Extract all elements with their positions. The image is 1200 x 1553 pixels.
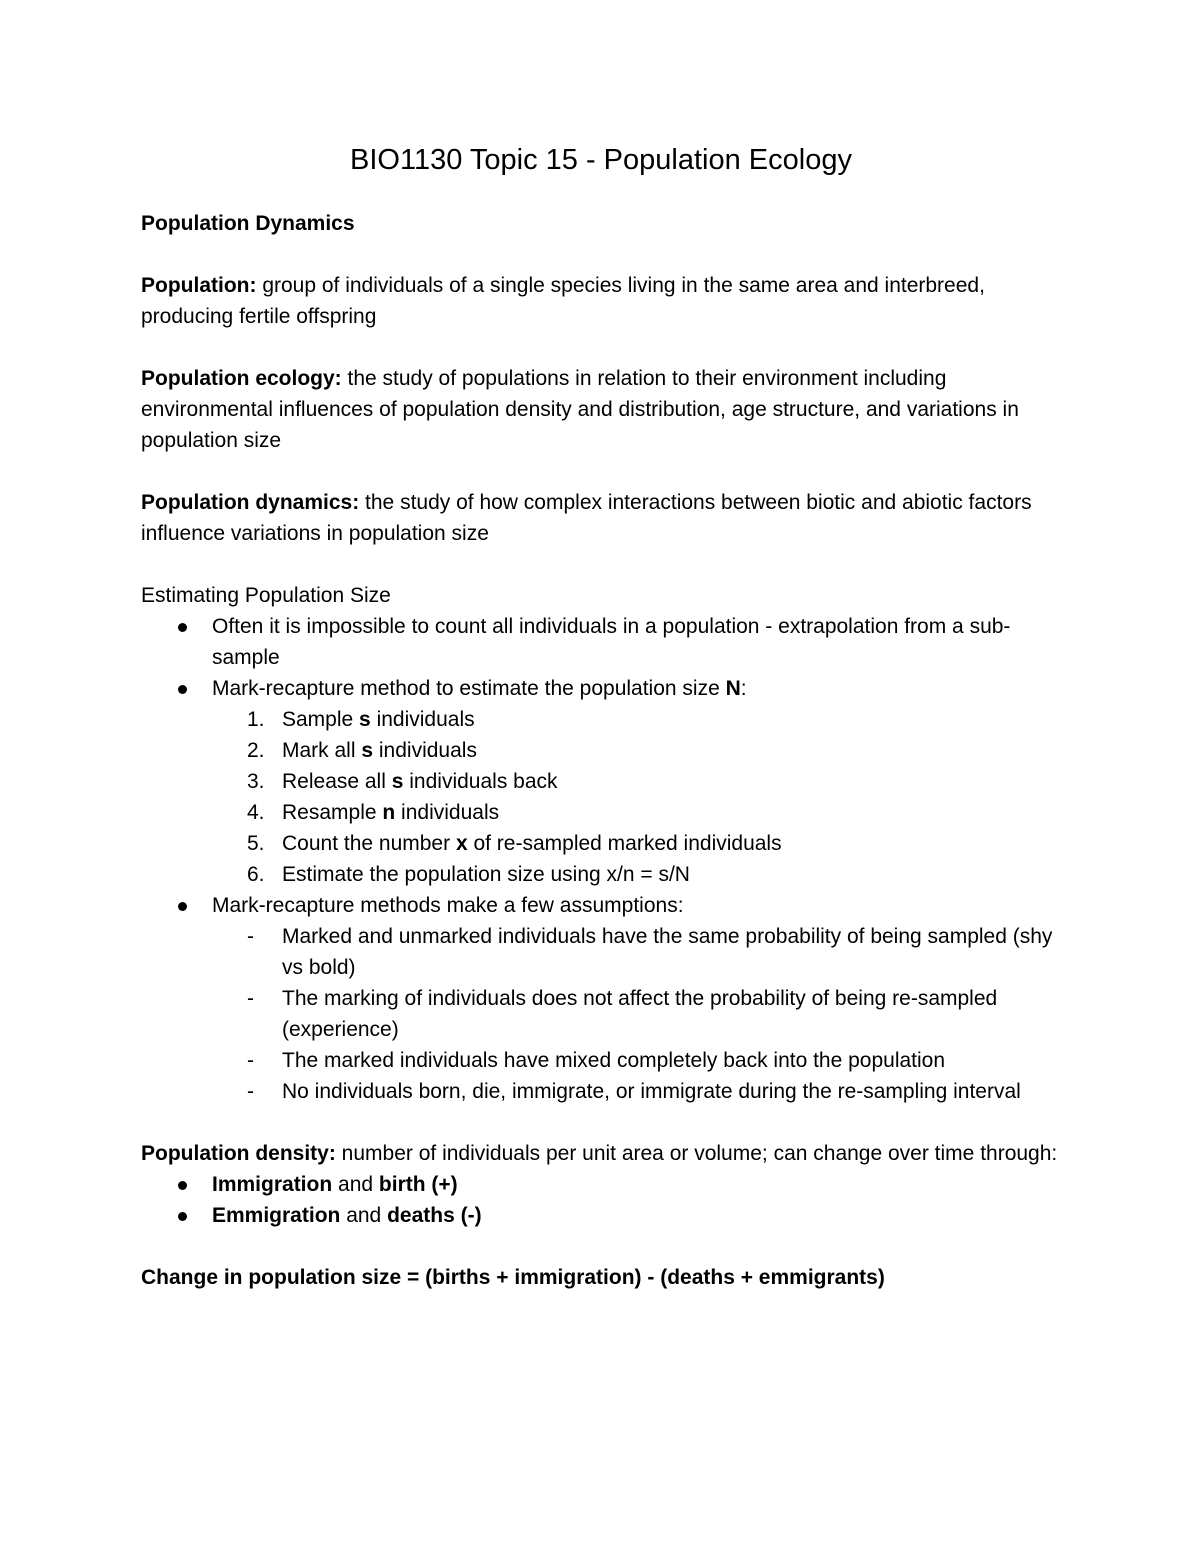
population-change-equation: Change in population size = (births + immigration) - (deaths + emmigrants) bbox=[141, 1266, 885, 1289]
list-item: Mark-recapture method to estimate the population size N: 1. Sample s individuals 2. Mark all s individuals 3. Release all s individuals back 4. Resample n individuals 5. Count the number x of re-sampled marked individuals 6. Estimate the population size using x/n = s/N bbox=[141, 673, 1061, 890]
list-item: - No individuals born, die, immigrate, or immigrate during the re-sampling interval bbox=[141, 1076, 1061, 1107]
list-item: 3. Release all s individuals back bbox=[247, 770, 558, 793]
bullet-icon bbox=[178, 623, 187, 632]
spacer bbox=[141, 549, 1061, 580]
dash-marker: - bbox=[247, 987, 254, 1010]
assumptions-list bbox=[141, 921, 1061, 1107]
document-page bbox=[141, 142, 1061, 1293]
list-item: Immigration and birth (+) bbox=[141, 1169, 1061, 1200]
dash-marker: - bbox=[247, 925, 254, 948]
list-item: Emmigration and deaths (-) bbox=[141, 1200, 1061, 1231]
density-list bbox=[141, 1169, 1061, 1231]
bullet-icon bbox=[178, 1181, 187, 1190]
list-item: - The marked individuals have mixed completely back into the population bbox=[141, 1045, 1061, 1076]
dash-marker: - bbox=[247, 1049, 254, 1072]
list-item: 1. Sample s individuals bbox=[247, 708, 475, 731]
bullet-icon bbox=[178, 685, 187, 694]
list-item: Often it is impossible to count all individuals in a population - extrapolation from a sub-sample bbox=[141, 611, 1061, 673]
spacer bbox=[141, 1231, 1061, 1262]
list-item: - The marking of individuals does not affect the probability of being re-sampled (experience) bbox=[141, 983, 1061, 1045]
page-title: BIO1130 Topic 15 - Population Ecology bbox=[350, 144, 852, 176]
list-item: Mark-recapture methods make a few assumptions: - Marked and unmarked individuals have the same probability of being sampled (shy vs bold) - The marking of individuals does not affect the probability of being re-sampled (experience) - The marked individuals have mixed completely back into the population - No individuals born, die, immigrate, or immigrate during the re-sampling interval bbox=[141, 890, 1061, 1107]
list-item: 5. Count the number x of re-sampled marked individuals bbox=[247, 832, 782, 855]
mark-recapture-steps bbox=[141, 704, 1061, 890]
spacer bbox=[141, 332, 1061, 363]
definition-population-dynamics: Population dynamics: the study of how complex interactions between biotic and abiotic factors influence variations in population size bbox=[141, 491, 1032, 545]
list-item: 6. Estimate the population size using x/n = s/N bbox=[247, 863, 690, 886]
estimating-heading: Estimating Population Size bbox=[141, 584, 391, 607]
list-item: - Marked and unmarked individuals have the same probability of being sampled (shy vs bold) bbox=[141, 921, 1061, 983]
dash-marker: - bbox=[247, 1080, 254, 1103]
definition-population-ecology: Population ecology: the study of populations in relation to their environment including environmental influences of population density and distribution, age structure, and variations in population size bbox=[141, 367, 1019, 452]
definition-population: Population: group of individuals of a single species living in the same area and interbreed, producing fertile offspring bbox=[141, 274, 985, 328]
spacer bbox=[141, 1107, 1061, 1138]
list-item: 2. Mark all s individuals bbox=[247, 739, 477, 762]
bullet-icon bbox=[178, 902, 187, 911]
section-heading: Population Dynamics bbox=[141, 212, 355, 235]
list-item: 4. Resample n individuals bbox=[247, 801, 500, 824]
spacer bbox=[141, 456, 1061, 487]
definition-population-density: Population density: number of individuals per unit area or volume; can change over time through: bbox=[141, 1142, 1058, 1165]
bullet-icon bbox=[178, 1212, 187, 1221]
estimating-list bbox=[141, 611, 1061, 1107]
spacer bbox=[141, 239, 1061, 270]
